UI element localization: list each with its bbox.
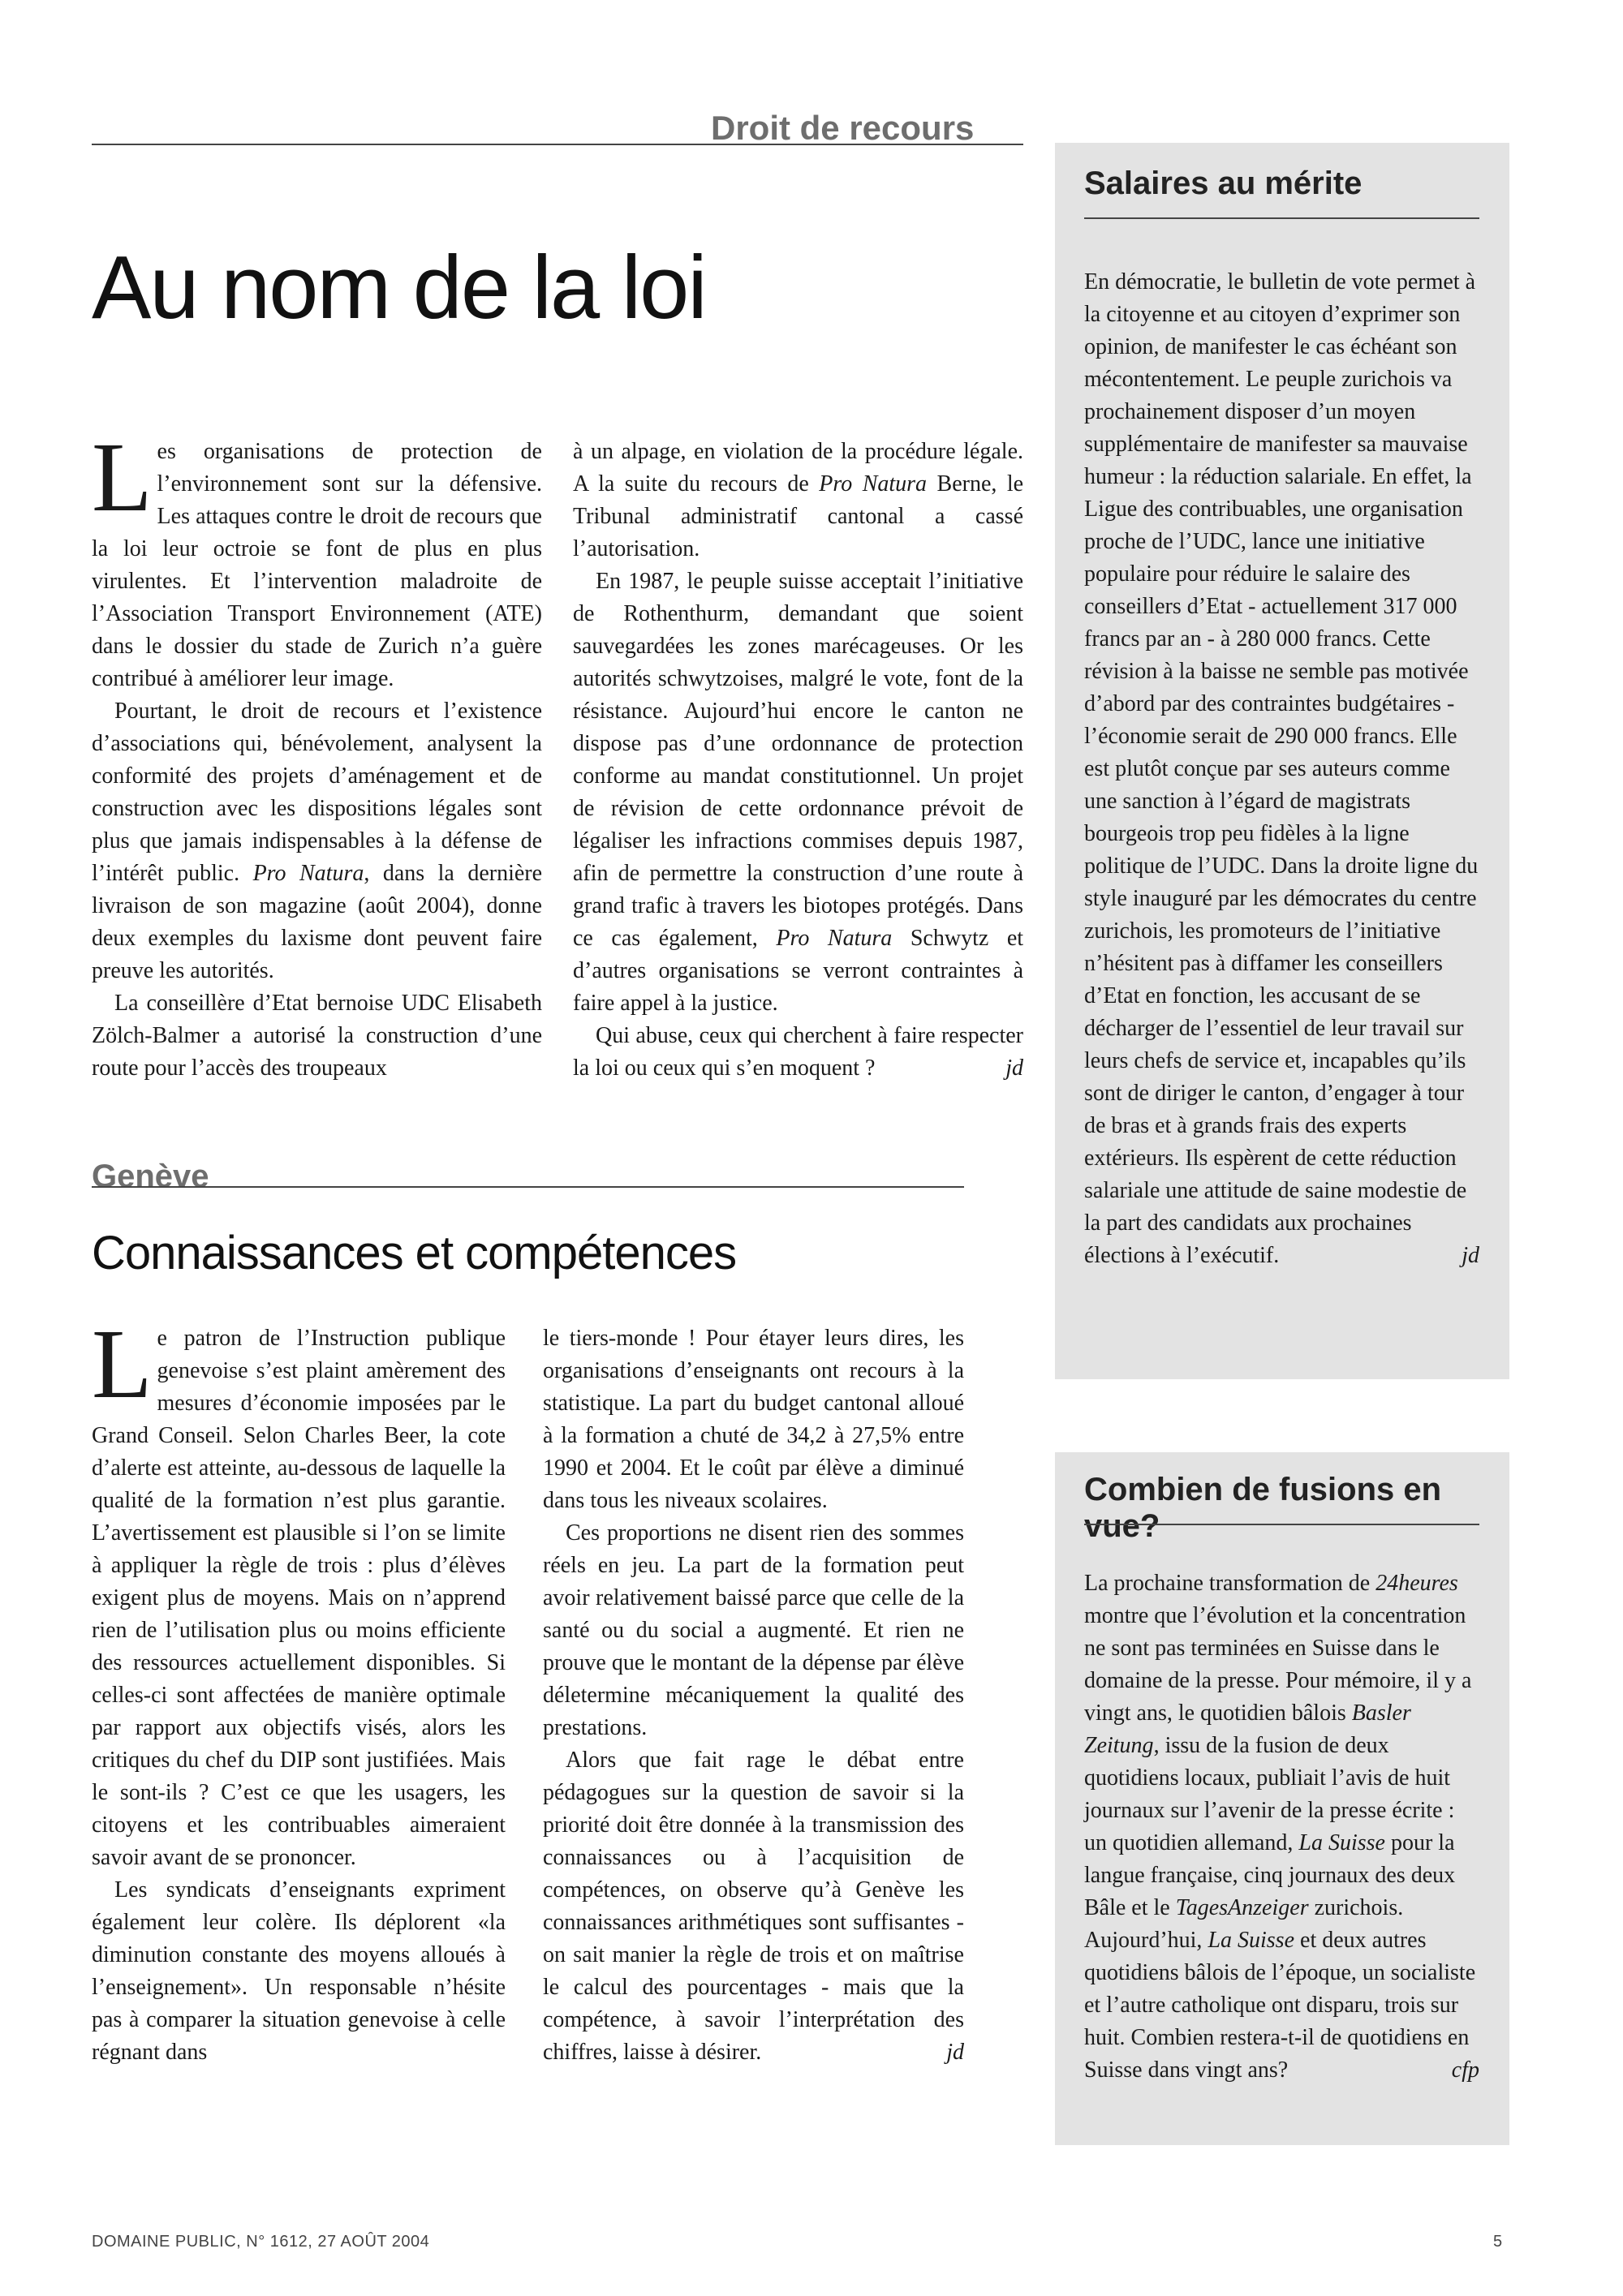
article1-column-1 bbox=[92, 423, 543, 1085]
paragraph: En démocratie, le bulletin de vote permet à la citoyenne et au citoyen d’exprimer son opinion, de manifester le cas échéant son mécontentement. Le peuple zurichois va prochainement disposer d’un moyen supplémentaire de manifester sa mauvaise humeur : la réduction salariale. En effet, la Ligue des contribuables, une organisation proche de l’UDC, lance une initiative populaire pour réduire le salaire des conseillers d’Etat - actuellement 317 000 francs par an - à 280 000 francs. Cette révision à la baisse ne semble pas motivée d’abord par des contraintes budgétaires - l’économie serait de 290 000 francs. Elle est plutôt conçue par ses auteurs comme une sanction à l’égard de magistrats bourgeois trop peu fidèles à la ligne politique de l’UDC. Dans la droite ligne du style inauguré par les démocrates du centre zurichois, les promoteurs de l’initiative n’hésitent pas à diffamer les conseillers d’Etat en fonction, les accusant de se décharger de l’essentiel de leur travail sur leurs chefs de service et, incapables qu’ils sont de diriger le canton, d’engager à tour de bras et à grands frais des experts extérieurs. Ils espèrent de cette réduction salariale une attitude de saine modestie de la part des candidats aux prochaines élections à l’exécutif. jd bbox=[1084, 266, 1479, 1272]
article2-column-2 bbox=[543, 1322, 964, 2069]
sidebar-fusions bbox=[1055, 1452, 1509, 2145]
paragraph: La conseillère d’Etat bernoise UDC Elisabeth Zölch-Balmer a autorisé la construction d’une route pour l’accès des troupeaux bbox=[92, 991, 542, 1081]
paragraph: Ces proportions ne disent rien des sommes réels en jeu. La part de la formation peut avoir relativement baissé parce que celle de la santé ou du social a augmenté. Et rien ne prouve que le montant de la dépense par élève déletermine mécaniquement la qualité des prestations. bbox=[543, 1520, 964, 1740]
paragraph: le tiers-monde ! Pour étayer leurs dires, les organisations d’enseignants ont recours à la statistique. La part du budget cantonal alloué à la formation a chuté de 34,2 à 27,5% entre 1990 et 2004. Et le coût par élève a diminué dans tous les niveaux scolaires. bbox=[543, 1326, 964, 1513]
sidebar-rule bbox=[1084, 217, 1479, 219]
paragraph: En 1987, le peuple suisse acceptait l’initiative de Rothenthurm, demandant que soient sauvegardées les zones marécageuses. Or les autorités schwytzoises, malgré le vote, font de la résistance. Aujourd’hui encore le canton ne dispose pas d’une ordonnance de protection conforme au mandat constitutionnel. Un projet de révision de cette ordonnance prévoit de légaliser les infractions commises depuis 1987, afin de permettre la construction d’une route à grand trafic à travers les biotopes protégés. Dans ce cas également, Pro Natura Schwytz et d’autres organisations se verront contraintes à faire appel à la justice. bbox=[573, 569, 1024, 1016]
paragraph: Le patron de l’Instruction publique genevoise s’est plaint amèrement des mesures d’économie imposées par le Grand Conseil. Selon Charles Beer, la cote d’alerte est atteinte, au-dessous de laquelle la qualité de la formation n’est plus garantie. L’avertissement est plausible si l’on se limite à appliquer la règle de trois : plus d’élèves exigent plus de moyens. Mais on n’apprend rien de l’utilisation plus ou moins efficiente des ressources actuellement disponibles. Si celles-ci sont affectées de manière optimale par rapport aux objectifs visés, alors les critiques du chef du DIP sont justifiées. Mais le sont-ils ? C’est ce que les usagers, les citoyens et les contribuables aimeraient savoir avant de se prononcer. bbox=[92, 1309, 506, 1870]
author-signature: jd bbox=[1005, 1056, 1023, 1081]
article-title: Connaissances et compétences bbox=[92, 1227, 737, 1279]
author-signature: jd bbox=[1462, 1243, 1479, 1268]
paragraph: Alors que fait rage le débat entre pédagogues sur la question de savoir si la priorité doit être donnée à la transmission des connaissances ou à l’acquisition de compétences, on observe qu’à Genève les connaissances arithmétiques sont suffisantes - on sait manier la règle de trois et on maîtrise le calcul des pourcentages - mais que la compétence, à savoir l’interprétation des chiffres, laisse à désirer. jd bbox=[543, 1744, 964, 2069]
paragraph: Les organisations de protection de l’environnement sont sur la défensive. Les attaques contre le droit de recours que la loi leur octroie se font de plus en plus virulentes. Et l’intervention maladroite de l’Association Transport Environnement (ATE) dans le dossier du stade de Zurich n’a guère contribué à améliorer leur image. bbox=[92, 423, 542, 691]
paragraph: Qui abuse, ceux qui cherchent à faire respecter la loi ou ceux qui s’en moquent ? jd bbox=[573, 1020, 1023, 1085]
paragraph: à un alpage, en violation de la procédure légale. A la suite du recours de Pro Natura Berne, le Tribunal administratif cantonal a cassé l’autorisation. bbox=[573, 439, 1024, 561]
paragraph: La prochaine transformation de 24heures montre que l’évolution et la concentration ne sont pas terminées en Suisse dans le domaine de la presse. Pour mémoire, il y a vingt ans, le quotidien bâlois Basler Zeitung, issu de la fusion de deux quotidiens locaux, publiait l’avis de huit journaux sur l’avenir de la presse écrite : un quotidien allemand, La Suisse pour la langue française, cinq journaux des deux Bâle et le TagesAnzeiger zurichois. Aujourd’hui, La Suisse et deux autres quotidiens bâlois de l’époque, un socialiste et l’autre catholique ont disparu, trois sur huit. Combien restera-t-il de quotidiens en Suisse dans vingt ans? cfp bbox=[1084, 1567, 1479, 2087]
drop-cap: L bbox=[92, 1309, 153, 1419]
sidebar-title: Salaires au mérite bbox=[1084, 166, 1363, 201]
page-number: 5 bbox=[1493, 2233, 1503, 2251]
sidebar-body bbox=[1084, 1567, 1479, 2087]
sidebar-salaires bbox=[1055, 143, 1509, 1379]
paragraph: Pourtant, le droit de recours et l’existence d’associations qui, bénévolement, analysent la conformité des projets d’aménagement et de construction avec les dispositions légales sont plus que jamais indispensables à la défense de l’intérêt public. Pro Natura, dans la dernière livraison de son magazine (août 2004), donne deux exemples du laxisme dont peuvent faire preuve les autorités. bbox=[92, 699, 543, 983]
author-signature: jd bbox=[946, 2040, 964, 2065]
author-signature: cfp bbox=[1451, 2057, 1479, 2083]
article1-column-2 bbox=[573, 436, 1023, 1085]
section-kicker-droit-de-recours: Droit de recours bbox=[711, 109, 975, 147]
kicker-rule bbox=[92, 1186, 964, 1188]
article-title: Au nom de la loi bbox=[92, 238, 706, 338]
sidebar-title: Combien de fusions en vue? bbox=[1084, 1472, 1442, 1544]
paragraph: Les syndicats d’enseignants expriment également leur colère. Ils déplorent «la diminution constante des moyens alloués à l’enseignement». Un responsable n’hésite pas à comparer la situation genevoise à celle régnant dans bbox=[92, 1877, 506, 2065]
article2-column-1 bbox=[92, 1309, 506, 2069]
sidebar-rule bbox=[1084, 1524, 1479, 1525]
drop-cap: L bbox=[92, 423, 153, 532]
footer-publication: DOMAINE PUBLIC, N° 1612, 27 AOÛT 2004 bbox=[92, 2233, 430, 2251]
sidebar-body bbox=[1084, 266, 1479, 1272]
section-kicker-geneve: Genève bbox=[92, 1159, 209, 1194]
kicker-rule bbox=[92, 144, 1023, 145]
